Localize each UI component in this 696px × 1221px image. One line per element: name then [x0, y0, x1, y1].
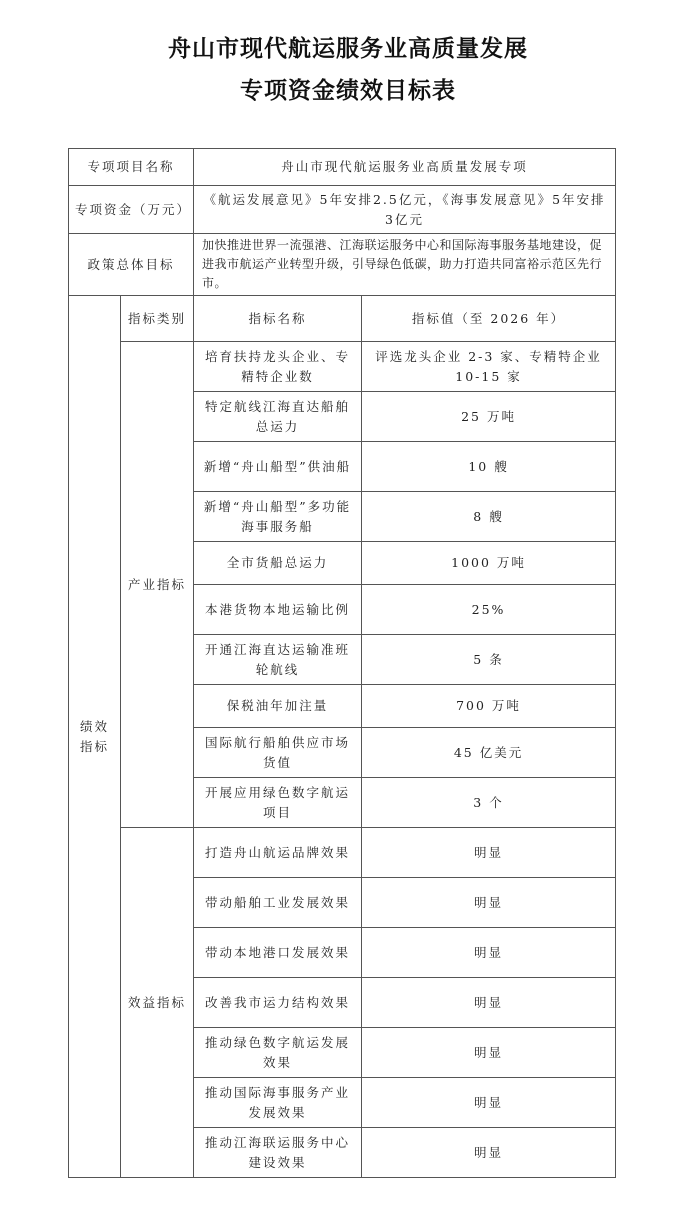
indicator-value: 评选龙头企业 2-3 家、专精特企业 10-15 家 [362, 342, 616, 392]
document-title-line-2: 专项资金绩效目标表 [240, 78, 456, 104]
indicator-value: 明显 [362, 878, 616, 928]
indicator-value: 明显 [362, 928, 616, 978]
table-header-row [69, 296, 616, 342]
policy-goal-value: 加快推进世界一流强港、江海联运服务中心和国际海事服务基地建设，促进我市航运产业转型升级，引导绿色低碳，助力打造共同富裕示范区先行市。 [194, 234, 616, 296]
indicator-name: 推动绿色数字航运发展效果 [194, 1028, 362, 1078]
indicator-value: 25% [362, 585, 616, 635]
performance-indicator-label: 绩效指标 [69, 296, 121, 1178]
indicator-value: 3 个 [362, 778, 616, 828]
indicator-value: 1000 万吨 [362, 542, 616, 585]
table-row [69, 342, 616, 392]
fund-value: 《航运发展意见》5年安排2.5亿元，《海事发展意见》5年安排3亿元 [194, 186, 616, 234]
indicator-name: 推动江海联运服务中心建设效果 [194, 1128, 362, 1178]
indicator-name: 特定航线江海直达船舶总运力 [194, 392, 362, 442]
table-row [69, 828, 616, 878]
benefit-indicator-label: 效益指标 [121, 828, 194, 1178]
indicator-value: 明显 [362, 1128, 616, 1178]
indicator-name: 开通江海直达运输准班轮航线 [194, 635, 362, 685]
fund-label: 专项资金（万元） [69, 186, 194, 234]
header-value: 指标值（至 2026 年） [362, 296, 616, 342]
indicator-name: 开展应用绿色数字航运项目 [194, 778, 362, 828]
indicator-name: 本港货物本地运输比例 [194, 585, 362, 635]
indicator-name: 全市货船总运力 [194, 542, 362, 585]
table-row [69, 234, 616, 296]
policy-goal-label: 政策总体目标 [69, 234, 194, 296]
indicator-value: 明显 [362, 828, 616, 878]
indicator-value: 明显 [362, 978, 616, 1028]
indicator-name: 新增“舟山船型”多功能海事服务船 [194, 492, 362, 542]
indicator-value: 明显 [362, 1028, 616, 1078]
industry-indicator-label: 产业指标 [121, 342, 194, 828]
indicator-value: 5 条 [362, 635, 616, 685]
indicator-value: 45 亿美元 [362, 728, 616, 778]
indicator-value: 10 艘 [362, 442, 616, 492]
indicator-value: 明显 [362, 1078, 616, 1128]
performance-target-table [68, 148, 616, 1178]
header-name: 指标名称 [194, 296, 362, 342]
indicator-name: 打造舟山航运品牌效果 [194, 828, 362, 878]
indicator-name: 国际航行船舶供应市场货值 [194, 728, 362, 778]
document-title-line-1: 舟山市现代航运服务业高质量发展 [168, 36, 528, 62]
header-category: 指标类别 [121, 296, 194, 342]
indicator-value: 25 万吨 [362, 392, 616, 442]
indicator-value: 8 艘 [362, 492, 616, 542]
indicator-name: 带动船舶工业发展效果 [194, 878, 362, 928]
indicator-value: 700 万吨 [362, 685, 616, 728]
indicator-name: 新增“舟山船型”供油船 [194, 442, 362, 492]
indicator-name: 改善我市运力结构效果 [194, 978, 362, 1028]
table-row [69, 186, 616, 234]
project-name-label: 专项项目名称 [69, 149, 194, 186]
indicator-name: 推动国际海事服务产业发展效果 [194, 1078, 362, 1128]
indicator-name: 保税油年加注量 [194, 685, 362, 728]
table-row [69, 149, 616, 186]
indicator-name: 培育扶持龙头企业、专精特企业数 [194, 342, 362, 392]
project-name-value: 舟山市现代航运服务业高质量发展专项 [194, 149, 616, 186]
indicator-name: 带动本地港口发展效果 [194, 928, 362, 978]
